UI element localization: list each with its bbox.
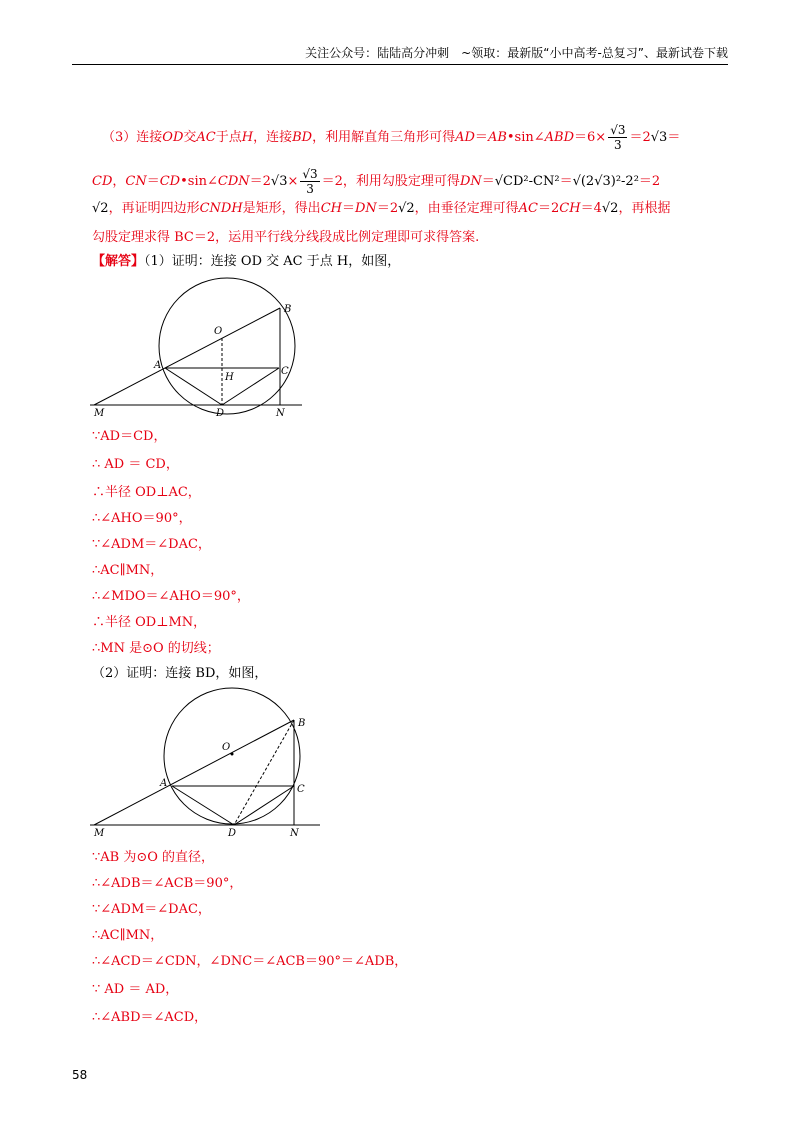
fig2-label-M: M (94, 828, 105, 838)
page-header: 关注公众号：陆陆高分冲刺 ~领取：最新版“小中高考-总复习”、最新试卷下载 (305, 46, 728, 60)
step-line: ∵∠ADM＝∠DAC， (92, 902, 211, 917)
fig2-line-AD (172, 786, 234, 825)
step-line: ∴MN 是⊙O 的切线； (92, 641, 220, 656)
fig1-label-N: N (276, 408, 285, 419)
fig2-label-N: N (290, 828, 299, 838)
step-line: ∴∠AHO＝90°， (92, 511, 192, 526)
header-rule (72, 64, 728, 65)
fig1-label-M: M (94, 408, 105, 419)
step-line: ∴半径 OD⊥MN， (92, 615, 207, 630)
answer-tag: 【解答】 (92, 254, 145, 269)
fig2-label-O: O (222, 742, 231, 753)
solution-part1-intro: 【解答】（1）证明：连接 OD 交 AC 于点 H，如图， (92, 254, 401, 269)
step-line: ∴∠ADB＝∠ACB＝90°， (92, 876, 243, 891)
fig1-line-AD (165, 368, 222, 405)
page-number: 58 (72, 1068, 88, 1082)
part3-line3: √2，再证明四边形CNDH是矩形，得出CH＝DN＝2√2，由垂径定理可得AC＝2CH＝4√2，再根据 (92, 201, 671, 216)
fig1-label-H: H (225, 372, 234, 383)
fig1-label-A: A (154, 360, 162, 371)
step-line: ∴AC∥MN， (92, 928, 164, 943)
fraction-sqrt3-over-3-b: $\frac{√3}{3}$ (302, 167, 318, 196)
step-line: ∴∠MDO＝∠AHO＝90°， (92, 589, 250, 604)
fig2-label-B: B (298, 718, 306, 729)
fig2-label-D: D (228, 828, 237, 838)
step-line: ∵∠ADM＝∠DAC， (92, 537, 211, 552)
step-line: ∵AB 为⊙O 的直径， (92, 850, 215, 865)
fig2-label-C: C (297, 784, 305, 795)
step-line: ∵AD＝CD， (92, 429, 167, 444)
fig1-label-C: C (281, 366, 289, 377)
fig2-center-dot (231, 753, 234, 756)
solution-part2-intro: （2）证明：连接 BD，如图， (92, 666, 268, 681)
fig1-label-O: O (214, 326, 223, 337)
fig1-label-B: B (284, 304, 292, 315)
part3-line2: CD，CN＝CD•sin∠CDN＝2√3× $\frac{√3}{3}$ ＝2，利用勾股定理可得DN＝√CD²-CN²＝√(2√3)²-2²＝2 (92, 167, 661, 196)
fig1-circle (159, 278, 295, 414)
fig1-label-D: D (216, 408, 225, 419)
part3-line4: 勾股定理求得 BC＝2，运用平行线分线段成比例定理即可求得答案. (92, 230, 480, 245)
step-line: ∴∠ACD＝∠CDN，∠DNC＝∠ACB＝90°＝∠ADB， (92, 954, 408, 969)
fraction-sqrt3-over-3: $\frac{√3}{3}$ (610, 123, 626, 152)
fig2-circle (164, 688, 300, 824)
step-line: ∴ AD ＝ CD， (92, 457, 179, 472)
step-line: ∵ AD ＝ AD， (92, 982, 179, 997)
fig2-label-A: A (160, 778, 168, 789)
figure-1 (88, 272, 312, 420)
part3-line1: （3）连接OD交AC于点H，连接BD，利用解直角三角形可得AD＝AB•sin∠ABD＝6× $\frac{√3}{3}$ ＝2√3＝ (102, 123, 681, 152)
step-line: ∴∠ABD＝∠ACD， (92, 1010, 208, 1025)
step-line: ∴半径 OD⊥AC， (92, 485, 201, 500)
fig1-line-MB (94, 308, 280, 405)
step-line: ∴AC∥MN， (92, 563, 164, 578)
fig2-line-DC (234, 786, 294, 825)
figure-2 (88, 686, 324, 838)
